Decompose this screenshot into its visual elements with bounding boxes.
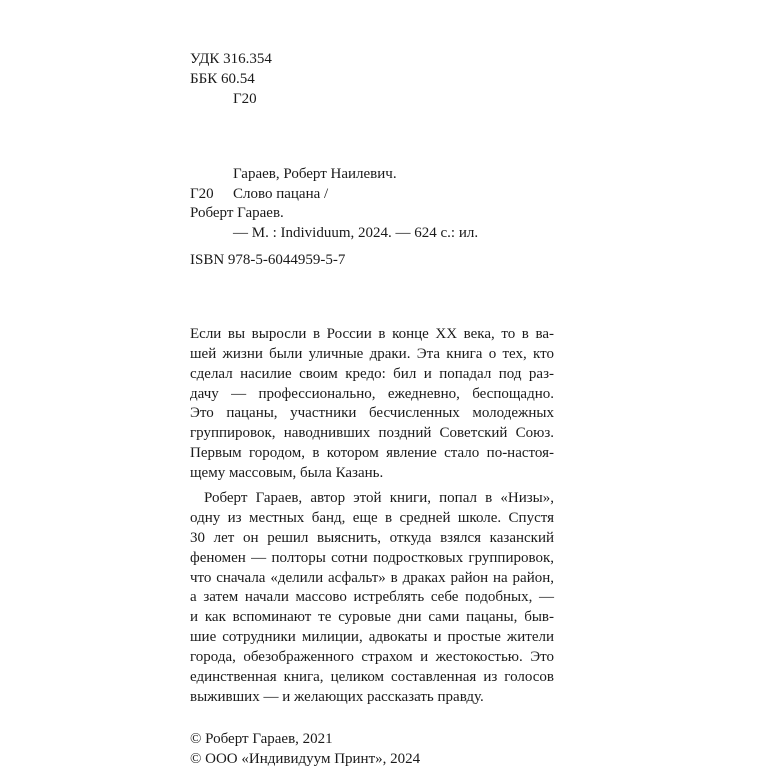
- annotation-line: Первым городом, в котором явление стало по-настоя-: [190, 445, 554, 461]
- annotation-line: дачу — профессионально, ежедневно, беспощадно.: [190, 386, 554, 402]
- catalog-title: Слово пацана /: [233, 186, 329, 202]
- copyright-publisher: © ООО «Индивидуум Принт», 2024: [190, 751, 421, 767]
- annotation-line: шие сотрудники милиции, адвокаты и простые жители: [190, 629, 554, 645]
- annotation-line: единственная книга, целиком составленная из голосов: [190, 669, 554, 685]
- annotation-line: 30 лет он решил выяснить, откуда взялся казанский: [190, 530, 554, 546]
- udk-code: УДК 316.354: [190, 51, 272, 67]
- annotation-line: Это пацаны, участники бесчисленных молодежных: [190, 405, 554, 421]
- annotation-line: Роберт Гараев, автор этой книги, попал в «Низы»,: [204, 490, 554, 506]
- annotation-line: и как вспоминают те суровые дни сами пацаны, быв-: [190, 609, 554, 625]
- author-mark: Г20: [233, 91, 257, 107]
- catalog-responsibility: Роберт Гараев.: [190, 205, 284, 221]
- annotation-line: одну из местных банд, еще в средней школе. Спустя: [190, 510, 554, 526]
- annotation-line: выживших — и желающих рассказать правду.: [190, 689, 484, 705]
- annotation-line: щему массовым, была Казань.: [190, 465, 384, 481]
- annotation-line: Если вы выросли в России в конце XX века, то в ва-: [190, 326, 554, 342]
- catalog-mark: Г20: [190, 186, 214, 202]
- bbk-code: ББК 60.54: [190, 71, 255, 87]
- isbn: ISBN 978-5-6044959-5-7: [190, 252, 346, 268]
- catalog-imprint: — М. : Individuum, 2024. — 624 с.: ил.: [233, 225, 479, 241]
- catalog-author: Гараев, Роберт Наилевич.: [233, 166, 397, 182]
- annotation-line: феномен — полторы сотни подростковых группировок,: [190, 550, 554, 566]
- annotation-line: сделал насилие своим кредо: бил и попадал под раз-: [190, 366, 554, 382]
- copyright-author: © Роберт Гараев, 2021: [190, 731, 333, 747]
- annotation-line: города, обезображенного страхом и жестокостью. Это: [190, 649, 554, 665]
- annotation-line: группировок, наводнивших поздний Советский Союз.: [190, 425, 554, 441]
- annotation-line: а затем начали массово истреблять себе подобных, —: [190, 589, 554, 605]
- annotation-line: что сначала «делили асфальт» в драках район на район,: [190, 570, 554, 586]
- annotation-line: шей жизни были уличные драки. Эта книга о тех, кто: [190, 346, 554, 362]
